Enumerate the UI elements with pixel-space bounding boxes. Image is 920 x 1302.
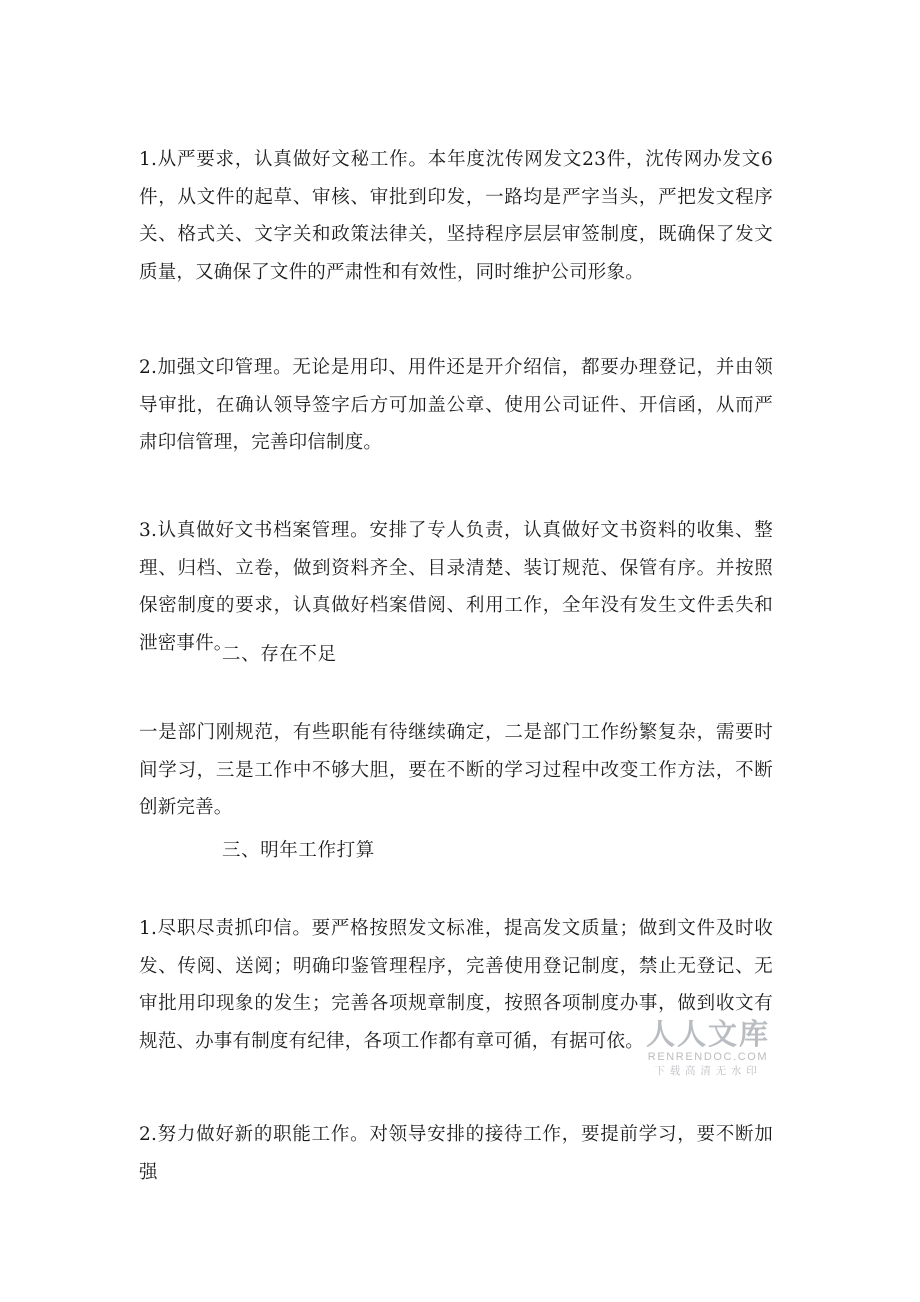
section-heading-next-year-plan: 三、明年工作打算 [222,840,375,861]
watermark-logo [646,1018,770,1079]
paragraph-archive-management: 3.认真做好文书档案管理。安排了专人负责，认真做好文书资料的收集、整理、归档、立卷，做到资料齐全、目录清楚、装订规范、保管有序。并按照保密制度的要求，认真做好档案借阅、利用工作，全年没有发生文件丢失和泄密事件。 [139,520,773,654]
paragraph-seal-management: 2.加强文印管理。无论是用印、用件还是开介绍信，都要办理登记，并由领导审批，在确认领导签字后方可加盖公章、使用公司证件、开信函，从而严肃印信管理，完善印信制度。 [139,357,773,453]
paragraph-new-functions: 2.努力做好新的职能工作。对领导安排的接待工作，要提前学习，要不断加强 [139,1124,773,1183]
section-heading-shortcomings: 二、存在不足 [222,644,337,665]
watermark-subtitle: 下载高清无水印 [654,1065,762,1077]
paragraph-seal-duty: 1.尽职尽责抓印信。要严格按照发文标准，提高发文质量；做到文件及时收发、传阅、送阅；明确印鉴管理程序，完善使用登记制度，禁止无登记、无审批用印现象的发生；完善各项规章制度，按照各项制度办事，做到收文有规范、办事有制度有纪律，各项工作都有章可循，有据可依。 [139,918,773,1052]
paragraph-secretarial-work: 1.从严要求，认真做好文秘工作。本年度沈传网发文23件，沈传网办发文6件，从文件的起草、审核、审批到印发，一路均是严字当头，严把发文程序关、格式关、文字关和政策法律关，坚持程序层层审签制度，既确保了发文质量，又确保了文件的严肃性和有效性，同时维护公司形象。 [139,149,773,283]
watermark-title: 人人文库 [646,1017,771,1051]
watermark-domain: RENRENDOC.COM [647,1051,769,1063]
paragraph-shortcomings: 一是部门刚规范，有些职能有待继续确定，二是部门工作纷繁复杂，需要时间学习，三是工作中不够大胆，要在不断的学习过程中改变工作方法，不断创新完善。 [139,722,773,818]
